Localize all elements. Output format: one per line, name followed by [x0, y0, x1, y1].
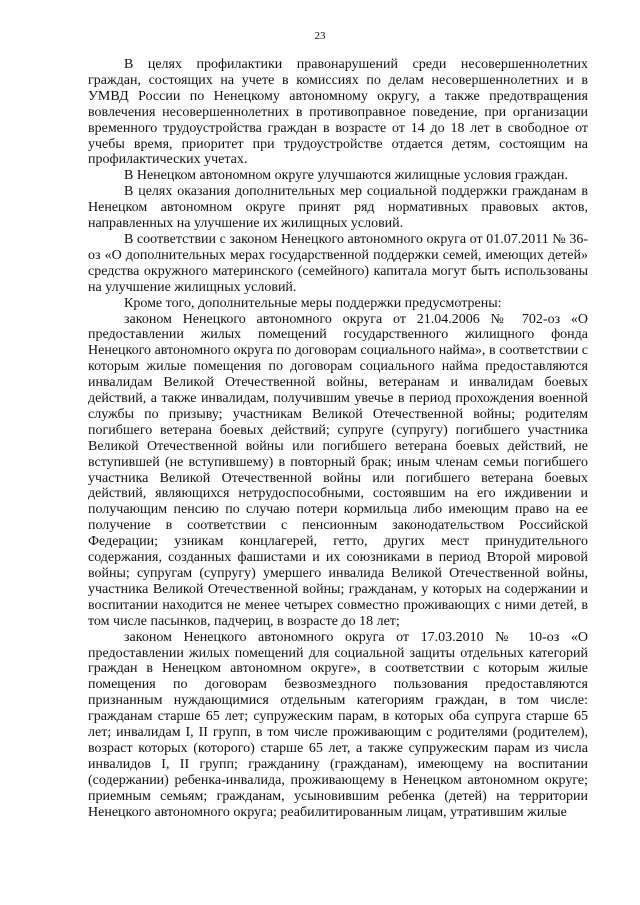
- paragraph-additional-measures: Кроме того, дополнительные меры поддержки предусмотрены:: [124, 295, 502, 311]
- paragraph-housing-conditions: В Ненецком автономном округе улучшаются жилищные условия граждан.: [124, 168, 568, 184]
- paragraph-law-702-oz: законом Ненецкого автономного округа от 21.04.2006 № 702-оз «О предоставлении жилых помещений государственного жилищного фонда Ненецкого автономного округа по договорам социального найма», в соответствии с которым жилые помещения по договорам социального найма предоставляются инвалидам Великой Отечественной войны, ветеранам и инвалидам боевых действий, а также инвалидам, получившим увечье в период прохождения военной службы по призыву; участникам Великой Отечественной войны; родителям погибшего ветерана боевых действий; супруге (супругу) погибшего участника Великой Отечественной войны или погибшего ветерана боевых действий, не вступившей (не вступившему) в повторный брак; иным членам семьи погибшего участника Великой Отечественной войны или погибшего ветерана боевых действий, являющихся нетрудоспособными, состоявшим на его иждивении и получающим пенсию по случаю потери кормильца либо имеющим право на ее получение в соответствии с пенсионным законодательством Российской Федерации; узникам концлагерей, гетто, других мест принудительного содержания, созданных фашистами и их союзниками в период Второй мировой войны; супругам (супругу) умершего инвалида Великой Отечественной войны, участника Великой Отечественной войны; гражданам, у которых на содержании и воспитании находится не менее четырех совместно проживающих с ними детей, в том числе пасынков, падчериц, в возрасте до 18 лет;: [88, 311, 588, 629]
- page-number: 23: [314, 30, 326, 42]
- paragraph-prevention: В целях профилактики правонарушений среди несовершеннолетних граждан, состоящих на учете в комиссиях по делам несовершеннолетних и в УМВД России по Ненецкому автономному округу, а также предотвращения вовлечения несовершеннолетних в противоправное поведение, при организации временного трудоустройства граждан в возрасте от 14 до 18 лет в свободное от учебы время, приоритет при трудоустройстве отдается детям, состоящим на профилактических учетах.: [88, 57, 588, 168]
- document-body: [88, 57, 588, 821]
- paragraph-law-10-oz: законом Ненецкого автономного округа от 17.03.2010 № 10-оз «О предоставлении жилых помещений для социальной защиты отдельных категорий граждан в Ненецком автономном округе», в соответствии с которым жилые помещения по договорам безвозмездного пользования предоставляются признанным нуждающимися отдельным категориям граждан, в том числе: гражданам старше 65 лет; супружеским парам, в которых оба супруга старше 65 лет; инвалидам I, II групп, в том числе проживающим с родителями (родителем), возраст которых (которого) старше 65 лет, а также супружеским парам из числа инвалидов I, II групп; гражданину (гражданам), имеющему на воспитании (содержании) ребенка-инвалида, проживающему в Ненецком автономном округе; приемным семьям; гражданам, усыновившим ребенка (детей) на территории Ненецкого автономного округа; реабилитированным лицам, утратившим жилые: [88, 629, 588, 820]
- paragraph-maternity-capital: В соответствии с законом Ненецкого автономного округа от 01.07.2011 № 36-оз «О дополнительных мерах государственной поддержки семей, имеющих детей» средства окружного материнского (семейного) капитала могут быть использованы на улучшение жилищных условий.: [88, 231, 588, 295]
- paragraph-social-support: В целях оказания дополнительных мер социальной поддержки гражданам в Ненецком автономном округе принят ряд нормативных правовых актов, направленных на улучшение их жилищных условий.: [88, 184, 588, 232]
